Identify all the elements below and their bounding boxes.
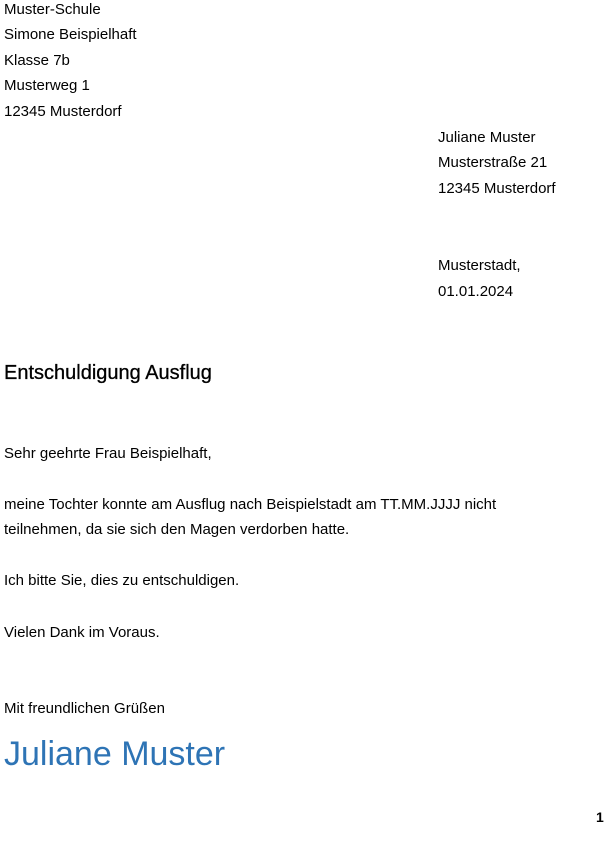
date: 01.01.2024	[438, 283, 514, 300]
sender-line-street: Musterweg 1	[4, 77, 90, 94]
body-paragraph-1-line-1: meine Tochter konnte am Ausflug nach Beispielstadt am TT.MM.JJJJ nicht	[4, 496, 497, 513]
sender-line-name: Simone Beispielhaft	[4, 26, 137, 43]
closing: Mit freundlichen Grüßen	[4, 700, 165, 717]
salutation: Sehr geehrte Frau Beispielhaft,	[4, 445, 212, 462]
body-paragraph-2: Ich bitte Sie, dies zu entschuldigen.	[4, 572, 240, 589]
place: Musterstadt,	[438, 257, 521, 274]
recipient-line-street: Musterstraße 21	[438, 154, 548, 171]
body-paragraph-3: Vielen Dank im Voraus.	[4, 624, 160, 641]
sender-line-class: Klasse 7b	[4, 52, 70, 69]
sender-line-city: 12345 Musterdorf	[4, 103, 122, 120]
signature-name: Juliane Muster	[4, 735, 226, 773]
recipient-line-name: Juliane Muster	[438, 129, 536, 146]
sender-line-school: Muster-Schule	[4, 1, 101, 18]
page-number: 1	[596, 809, 604, 825]
letter-subject: Entschuldigung Ausflug	[4, 362, 212, 384]
body-paragraph-1-line-2: teilnehmen, da sie sich den Magen verdorben hatte.	[4, 521, 350, 538]
recipient-line-city: 12345 Musterdorf	[438, 180, 556, 197]
